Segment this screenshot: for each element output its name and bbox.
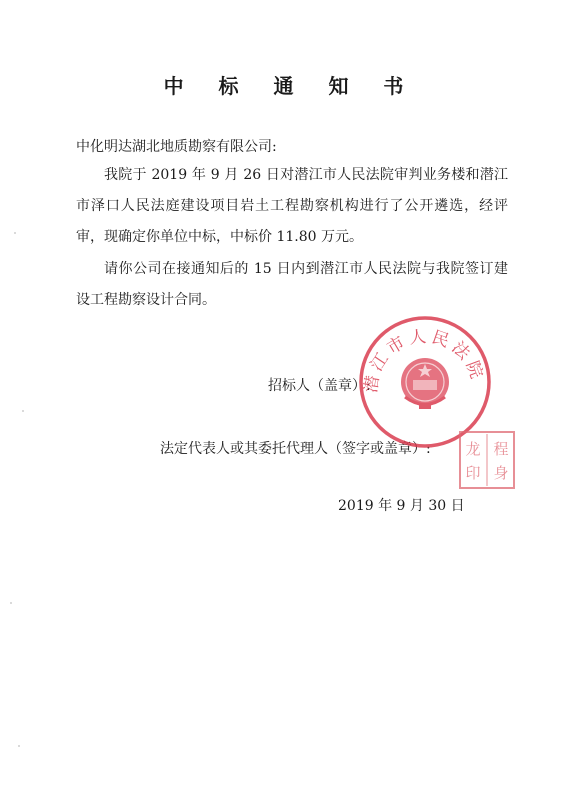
personal-name-chop bbox=[458, 430, 516, 490]
issuer-label: 招标人（盖章）: bbox=[268, 378, 371, 394]
svg-text:程: 程 bbox=[493, 440, 509, 458]
body-paragraph-1: 我院于 2019 年 9 月 26 日对潜江市人民法院审判业务楼和潜江市泽口人民法庭建设项目岩土工程勘察机构进行了公开遴选，经评审，现确定你单位中标，中标价 11.80 万元。 bbox=[76, 167, 508, 245]
seal-text: 潜江市人民法院 bbox=[361, 326, 488, 395]
scan-speck bbox=[14, 232, 16, 234]
recipient-line: 中化明达湖北地质勘察有限公司: bbox=[76, 139, 277, 155]
issue-date: 2019 年 9 月 30 日 bbox=[338, 498, 465, 514]
scan-speck bbox=[18, 745, 20, 747]
document-title: 中 标 通 知 书 bbox=[163, 74, 418, 98]
svg-text:印: 印 bbox=[465, 464, 481, 482]
scan-speck bbox=[10, 602, 12, 604]
body-paragraph-2: 请你公司在接通知后的 15 日内到潜江市人民法院与我院签订建设工程勘察设计合同。 bbox=[76, 261, 508, 308]
svg-text:身: 身 bbox=[493, 464, 509, 482]
scan-speck bbox=[22, 410, 24, 412]
representative-label: 法定代表人或其委托代理人（签字或盖章）: bbox=[160, 441, 431, 457]
svg-text:龙: 龙 bbox=[465, 440, 481, 458]
